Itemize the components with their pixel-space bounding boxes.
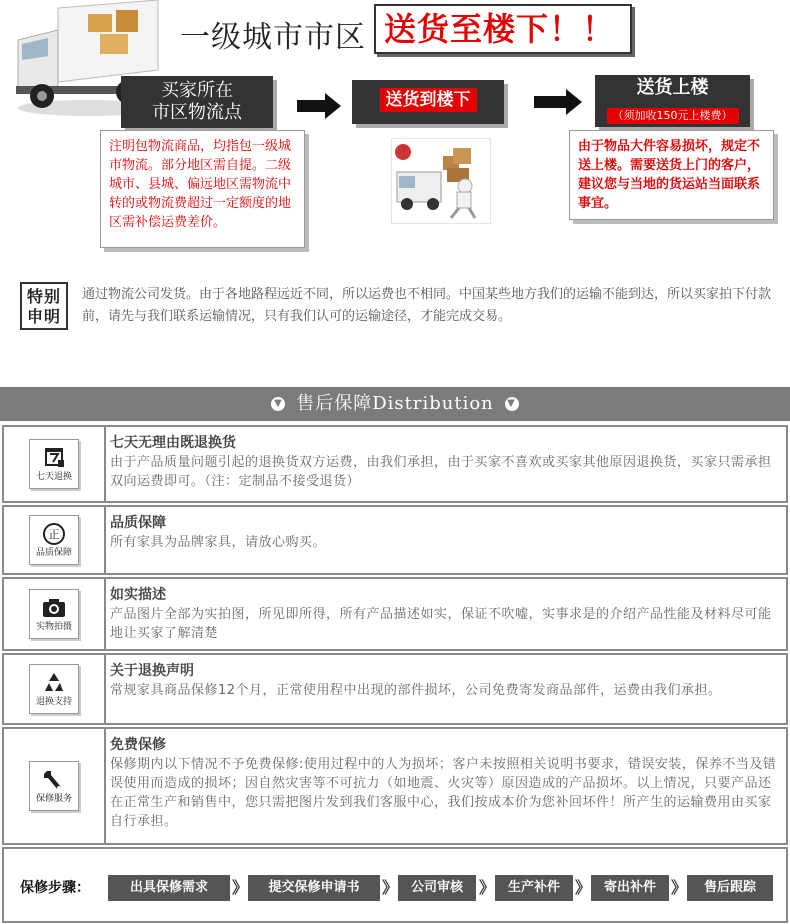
row-desc: 所有家具为品牌家具，请放心购买。: [110, 535, 327, 550]
step-upstairs: [595, 75, 750, 127]
row-desc: 产品图片全部为实拍图，所见即所得，所有产品描述如实，保证不吹嘘，实事求是的介绍产品性能及材料尽可能地让买家了解清楚: [110, 607, 772, 641]
delivery-banner: [0, 0, 790, 262]
row-icon-cell: [4, 655, 106, 723]
arrow-right-icon: [297, 100, 327, 112]
after-sale-header: [0, 387, 790, 421]
row-desc: 保修期内以下情况不予免费保修:使用过程中的人为损坏；客户未按照相关说明书要求，错误安装，保养不当及错误使用而造成的损坏；因自然灾害等不可抗力（如地震、火灾等）原因造成的产品损坏。以上情况，只要产品还在正常生产和销售中，您只需把图片发到我们客服中心，我们按成本价为您补回坏件！所产生的运输费用由买家自行承担。: [110, 757, 777, 829]
notice-tag: [20, 282, 68, 330]
row-title: 关于退换声明: [110, 663, 194, 679]
step-logistics-line1: 买家所在: [161, 80, 233, 101]
repair-step-2: 提交保修申请书: [248, 875, 380, 901]
list-item: [2, 577, 788, 651]
banner-title: 一级城市市区: [180, 20, 366, 55]
step-separator: 》: [575, 878, 592, 897]
delivery-mover-icon: [391, 138, 491, 224]
repair-step-4: 生产补件: [495, 875, 573, 901]
notice-tag-line2: 申明: [26, 307, 61, 326]
repair-step-6: 售后跟踪: [687, 875, 773, 901]
notice-tag-line1: 特别: [26, 287, 61, 306]
step-logistics-line2: 市区物流点: [152, 102, 242, 123]
step-separator: 》: [232, 878, 249, 897]
step-downstairs-label: 送货到楼下: [380, 88, 477, 112]
step-separator: 》: [671, 878, 688, 897]
row-icon-cell: [4, 729, 106, 843]
step-separator: 》: [382, 878, 399, 897]
camera-icon: [29, 589, 79, 639]
recycle-icon: [29, 664, 79, 714]
repair-step-3: 公司审核: [398, 875, 476, 901]
icon-label: 品质保障: [35, 547, 72, 558]
chevron-down-icon: ▼: [271, 397, 285, 411]
icon-label: 七天退换: [35, 471, 72, 482]
chevron-down-icon: ▼: [505, 397, 519, 411]
banner-highlight: 送货至楼下！！: [374, 4, 632, 54]
arrow-right-icon: [534, 96, 568, 108]
repair-steps-label: 保修步骤：: [20, 880, 90, 896]
special-notice: [20, 282, 780, 332]
row-icon-cell: [4, 507, 106, 573]
wrench-icon: [29, 761, 79, 811]
row-desc: 常规家具商品保修12个月，正常使用程中出现的部件损坏，公司免费寄发商品部件，运费由我们承担。: [110, 683, 722, 698]
step-logistics-point: [121, 76, 273, 128]
quality-seal-icon: [29, 515, 79, 565]
repair-steps: [2, 847, 788, 923]
row-desc: 由于产品质量问题引起的退换货双方运费，由我们承担，由于买家不喜欢或买家其他原因退换货，买家只需承担双向运费即可。（注：定制品不接受退货）: [110, 455, 772, 489]
list-item: [2, 653, 788, 725]
row-title: 免费保修: [110, 737, 166, 753]
repair-step-5: 寄出补件: [591, 875, 669, 901]
after-sale-title: 售后保障Distribution: [296, 393, 494, 414]
calendar-7-icon: [29, 439, 79, 489]
row-title: 如实描述: [110, 587, 166, 603]
notice-text: 通过物流公司发货。由于各地路程远近不同，所以运费也不相同。中国某些地方我们的运输不能到达，所以买家拍下付款前，请先与我们联系运输情况，只有我们认可的运输途径，才能完成交易。: [82, 287, 772, 324]
upstairs-fee-badge: （须加收150元上楼费）: [607, 108, 739, 124]
step-upstairs-label: 送货上楼: [636, 77, 709, 98]
list-item: [2, 505, 788, 575]
step-downstairs: [352, 80, 504, 124]
row-title: 品质保障: [110, 515, 166, 531]
repair-step-1: 出具保修需求: [108, 875, 230, 901]
list-item: [2, 727, 788, 845]
icon-label: 退换支持: [35, 696, 72, 707]
icon-label: 保修服务: [35, 793, 72, 804]
upstairs-note: 由于物品大件容易损坏，规定不送上楼。需要送货上门的客户，建议您与当地的货运站当面联系事宜。: [569, 130, 774, 220]
icon-label: 实物拍摄: [35, 621, 72, 632]
row-icon-cell: [4, 579, 106, 649]
logistics-note: 注明包物流商品，均指包一级城市物流。部分地区需自提。二级城市、县城、偏远地区需物流中转的或物流费超过一定额度的地区需补偿运费差价。: [100, 130, 305, 248]
svg-text:正: 正: [48, 527, 60, 541]
step-separator: 》: [479, 878, 496, 897]
row-icon-cell: [4, 427, 106, 501]
row-title: 七天无理由既退换货: [110, 435, 236, 451]
list-item: [2, 425, 788, 503]
